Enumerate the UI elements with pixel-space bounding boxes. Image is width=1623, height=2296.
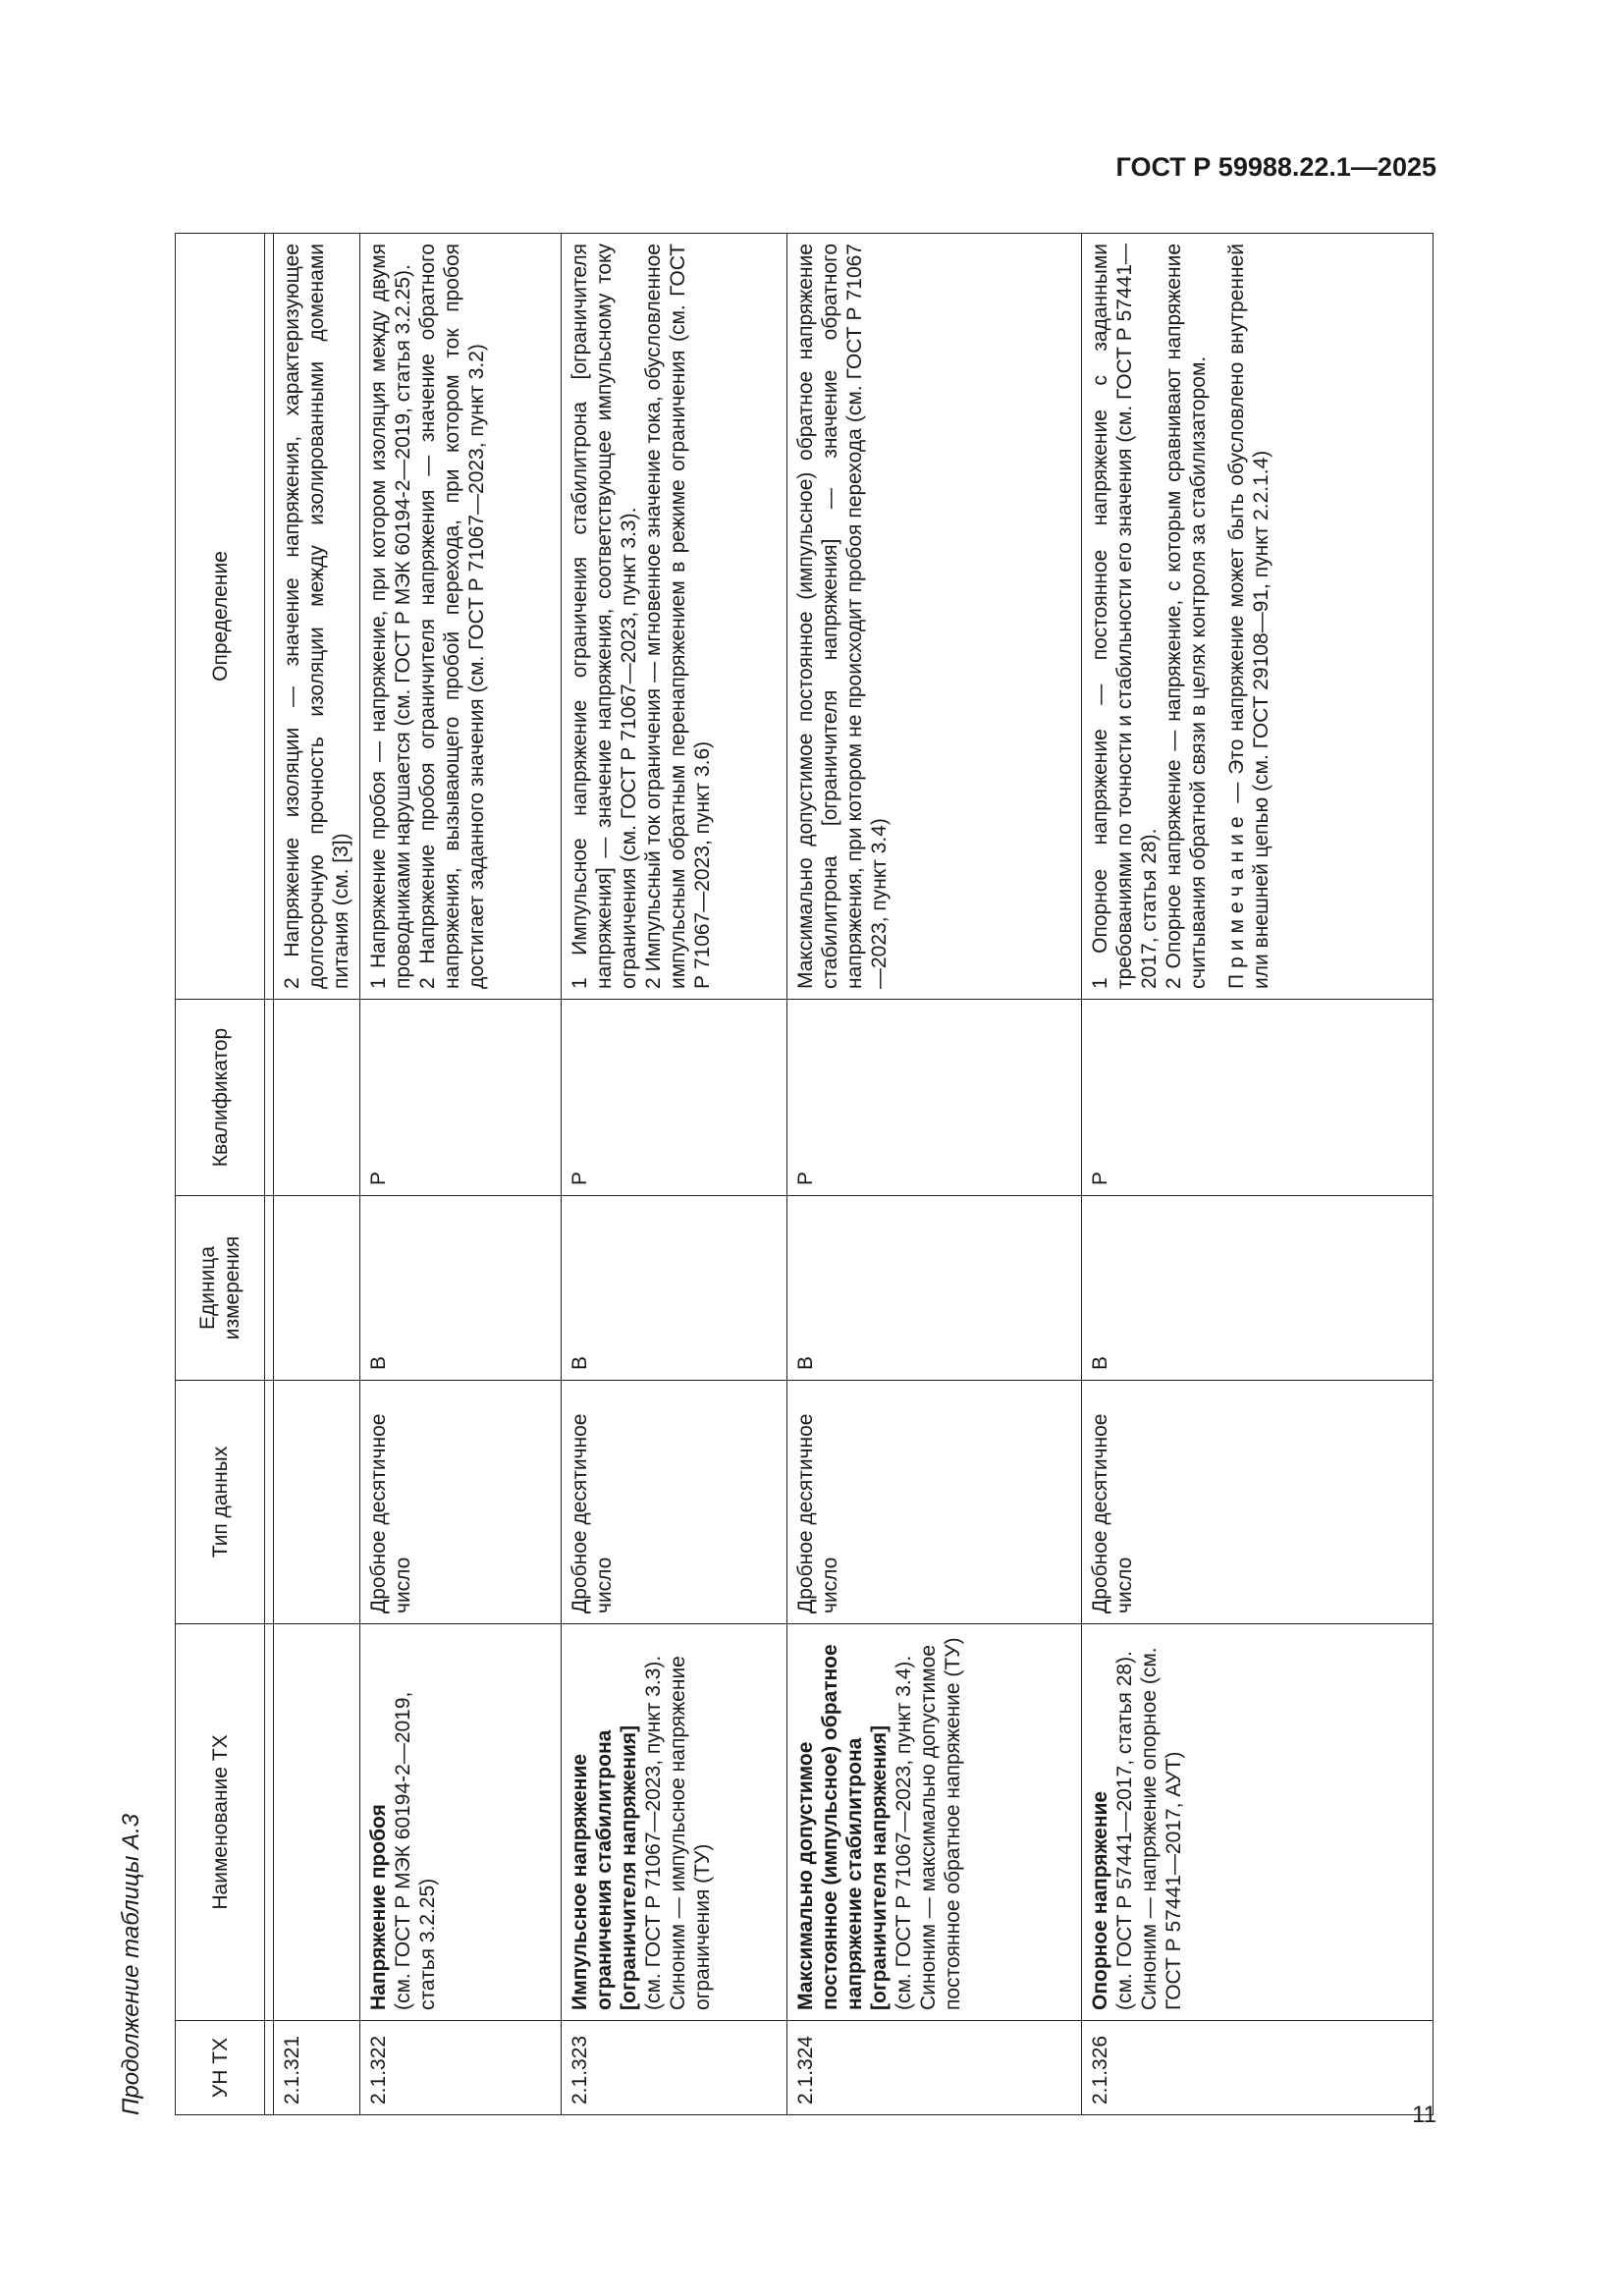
definition-paragraph: 1 Напряжение пробоя — напряжение, при котором изоляция между двумя проводниками нарушается (см. ГОСТ Р МЭК 60194-2—2019, статья 3.2.25). (367, 244, 414, 989)
row-id: 2.1.326 (1082, 2021, 1434, 2115)
document-standard-code: ГОСТ Р 59988.22.1—2025 (1115, 152, 1436, 182)
row-name (360, 1624, 562, 2021)
definition-paragraph: Максимально допустимое постоянное (импульсное) обратное напряжение стабилитрона [ограничителя напряжения] — значение обратного напряжения, при котором не происходит пробоя перехода (см. ГОСТ Р 71067—2023, пункт 3.4) (794, 244, 891, 989)
header-cell-unit: Единица измерения (176, 1196, 265, 1381)
row-datatype: Дробное десятичное число (1082, 1381, 1434, 1624)
header-separator (265, 234, 274, 2115)
page-number: 11 (1412, 2102, 1436, 2128)
row-name (562, 1624, 787, 2021)
row-unit: В (360, 1196, 562, 1381)
characteristics-table (175, 233, 1434, 2115)
row-id: 2.1.323 (562, 2021, 787, 2115)
term-name: Импульсное напряжение ограничения стабилитрона [ограничителя напряжения] (568, 1724, 640, 2010)
row-datatype: Дробное десятичное число (562, 1381, 787, 1624)
row-name (1082, 1624, 1434, 2021)
row-datatype (274, 1381, 360, 1624)
row-qualifier: Р (1082, 1000, 1434, 1196)
row-definition (274, 234, 360, 1000)
row-unit: В (562, 1196, 787, 1381)
header-cell-datatype: Тип данных (176, 1381, 265, 1624)
row-definition (360, 234, 562, 1000)
table-caption: Продолжение таблицы А.3 (118, 1813, 144, 2115)
definition-paragraph: 1 Опорное напряжение — постоянное напряжение с заданными требованиями по точности и стабильности его значения (см. ГОСТ Р 57441—2017, статья 28). (1089, 244, 1161, 989)
header-cell-definition: Определение (176, 234, 265, 1000)
table-frame (118, 234, 1434, 2115)
row-id: 2.1.321 (274, 2021, 360, 2115)
note-text: — Это напряжение может быть обусловлено внутренней или внешней цепью (см. ГОСТ 29108—91, пункт 2.2.1.4) (1225, 244, 1272, 989)
term-name: Напряжение пробоя (367, 1804, 390, 2010)
row-name (787, 1624, 1082, 2021)
table-row (787, 234, 1082, 2115)
definition-paragraph: 2 Напряжение изоляции — значение напряжения, характеризующее долгосрочную прочность изоляции между изолированными доменами питания (см. [3]) (281, 244, 352, 989)
row-qualifier: Р (360, 1000, 562, 1196)
table-header-row (176, 234, 265, 2115)
header-cell-id: УН ТХ (176, 2021, 265, 2115)
row-id: 2.1.324 (787, 2021, 1082, 2115)
row-definition (562, 234, 787, 1000)
definition-paragraph: 1 Импульсное напряжение ограничения стабилитрона [ограничителя напряжения] — значение напряжения, соответствующее импульсному току ограничения (см. ГОСТ Р 71067—2023, пункт 3.3). (568, 244, 640, 989)
term-name: Опорное напряжение (1089, 1790, 1111, 2010)
row-unit: В (1082, 1196, 1434, 1381)
row-qualifier (274, 1000, 360, 1196)
term-reference: (см. ГОСТ Р МЭК 60194-2—2019, статья 3.2.25) (392, 1691, 439, 2010)
row-qualifier: Р (562, 1000, 787, 1196)
row-definition (787, 234, 1082, 1000)
row-datatype: Дробное десятичное число (787, 1381, 1082, 1624)
table-row (1082, 234, 1434, 2115)
term-reference: (см. ГОСТ Р 57441—2017, статья 28). Синоним — напряжение опорное (см. ГОСТ Р 57441—2017, АУТ) (1113, 1647, 1185, 2010)
definition-paragraph: 2 Напряжение пробоя ограничителя напряжения — значение обратного напряжения, вызывающего пробой перехода, при котором ток пробоя достигает заданного значения (см. ГОСТ Р 71067—2023, пункт 3.2) (416, 244, 488, 989)
definition-note (1224, 244, 1273, 989)
rotated-table-area (118, 234, 1434, 2115)
header-cell-name: Наименование ТХ (176, 1624, 265, 2021)
row-definition (1082, 234, 1434, 1000)
definition-paragraph: 2 Опорное напряжение — напряжение, с которым сравнивают напряжение считывания обратной связи в целях контроля за стабилизатором. (1163, 244, 1210, 989)
table-row (562, 234, 787, 2115)
term-reference: (см. ГОСТ Р 71067—2023, пункт 3.4). Синоним — максимально допустимое постоянное обратное напряжение (ТУ) (893, 1637, 964, 2010)
row-datatype: Дробное десятичное число (360, 1381, 562, 1624)
term-name: Максимально допустимое постоянное (импульсное) обратное напряжение стабилитрона [ограничителя напряжения] (794, 1644, 891, 2010)
header-cell-qualifier: Квалификатор (176, 1000, 265, 1196)
row-unit (274, 1196, 360, 1381)
definition-paragraph: 2 Импульсный ток ограничения — мгновенное значение тока, обусловленное импульсным обратным перенапряжением в режиме ограничения (см. ГОСТ Р 71067—2023, пункт 3.6) (642, 244, 714, 989)
term-reference: (см. ГОСТ Р 71067—2023, пункт 3.3). Синоним — импульсное напряжение ограничения (ТУ) (642, 1655, 714, 2010)
table-row (274, 234, 360, 2115)
row-qualifier: Р (787, 1000, 1082, 1196)
row-unit: В (787, 1196, 1082, 1381)
table-row (360, 234, 562, 2115)
note-label: Примечание (1225, 810, 1248, 989)
row-name (274, 1624, 360, 2021)
row-id: 2.1.322 (360, 2021, 562, 2115)
